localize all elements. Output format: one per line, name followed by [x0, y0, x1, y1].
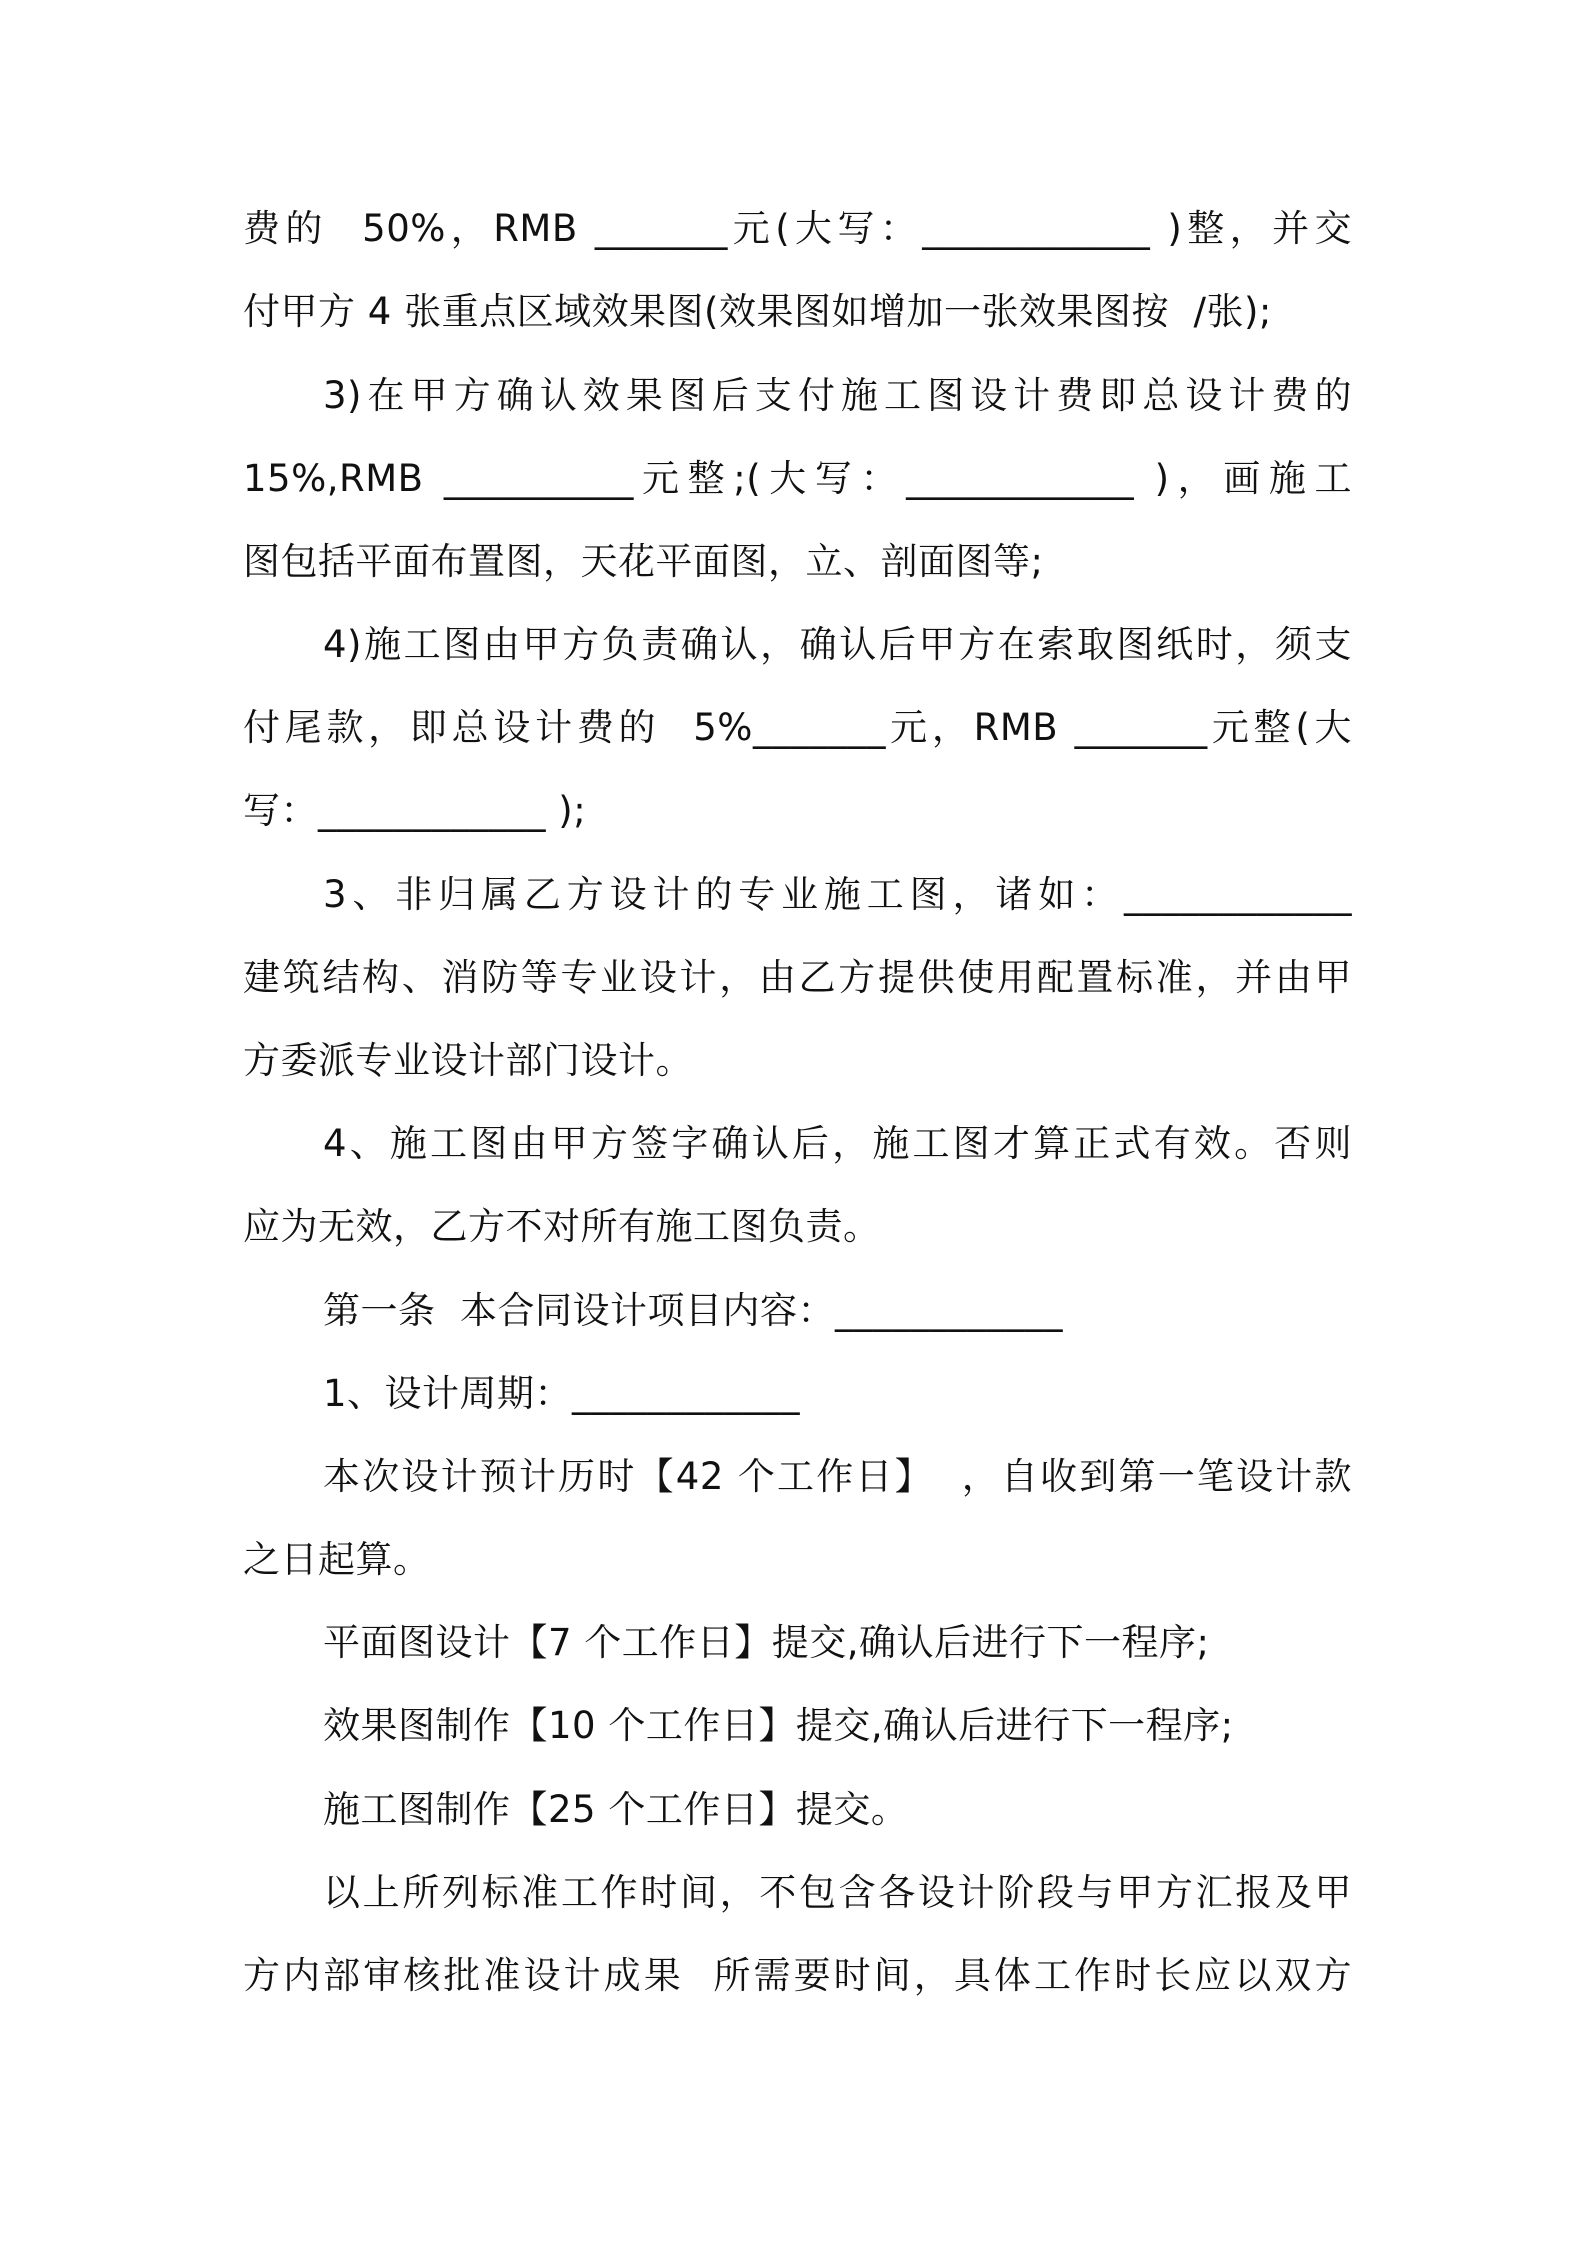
text-line: 写：____________ );	[243, 789, 587, 832]
section-heading: 第一条 本合同设计项目内容：____________	[323, 1289, 1064, 1332]
text-line: 方委派专业设计部门设计。	[243, 1039, 693, 1082]
text-line: 4)施工图由甲方负责确认，确认后甲方在索取图纸时，须支	[323, 623, 1352, 666]
schedule-item: 平面图设计【7 个工作日】提交,确认后进行下一程序;	[323, 1621, 1210, 1664]
text-line: 付甲方 4 张重点区域效果图(效果图如增加一张效果图按 /张);	[243, 290, 1272, 333]
schedule-item: 施工图制作【25 个工作日】提交。	[323, 1788, 909, 1831]
text-line: 图包括平面布置图，天花平面图，立、剖面图等;	[243, 540, 1044, 583]
text-line: 付尾款，即总设计费的 5%_______元，RMB _______元整(大	[243, 706, 1352, 749]
text-line: 4、施工图由甲方签字确认后，施工图才算正式有效。否则	[323, 1122, 1352, 1165]
text-line: 1、设计周期：____________	[323, 1372, 801, 1415]
text-line: 应为无效，乙方不对所有施工图负责。	[243, 1205, 881, 1248]
text-line: 方内部审核批准设计成果 所需要时间，具体工作时长应以双方	[243, 1954, 1352, 1997]
text-line: 之日起算。	[243, 1538, 431, 1581]
text-line: 3)在甲方确认效果图后支付施工图设计费即总设计费的	[323, 374, 1352, 417]
text-line: 15%,RMB __________元整;(大写：____________ )，画施工	[243, 457, 1352, 500]
text-line: 费的 50%，RMB _______元(大写：____________ )整，并交	[243, 207, 1352, 250]
text-line: 建筑结构、消防等专业设计，由乙方提供使用配置标准，并由甲	[243, 956, 1352, 999]
text-line: 3、非归属乙方设计的专业施工图，诸如：____________	[323, 873, 1352, 916]
text-line: 本次设计预计历时【42 个工作日】 ，自收到第一笔设计款	[323, 1455, 1352, 1498]
text-line: 以上所列标准工作时间，不包含各设计阶段与甲方汇报及甲	[323, 1871, 1352, 1914]
schedule-item: 效果图制作【10 个工作日】提交,确认后进行下一程序;	[323, 1704, 1234, 1747]
